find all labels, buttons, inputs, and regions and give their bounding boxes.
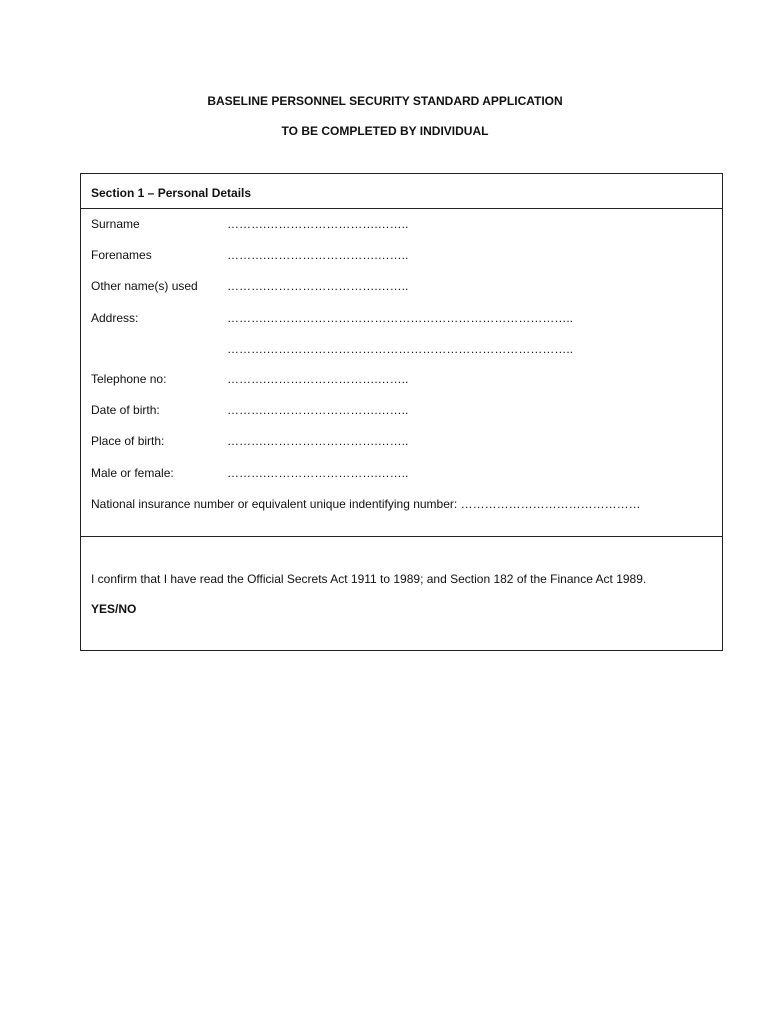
field-input-place-of-birth[interactable]: ……….……………………….…….. (227, 434, 409, 448)
field-label-date-of-birth: Date of birth: (91, 403, 160, 417)
field-label-surname: Surname (91, 217, 140, 231)
document-subtitle: TO BE COMPLETED BY INDIVIDUAL (281, 124, 489, 138)
field-input-telephone[interactable]: ……….……………………….…….. (227, 372, 409, 386)
document-title: BASELINE PERSONNEL SECURITY STANDARD APPLICATION (207, 94, 563, 108)
field-label-place-of-birth: Place of birth: (91, 434, 165, 448)
field-input-address-line-1[interactable]: ……….………………………………………………………………….. (227, 311, 574, 325)
form-box (80, 173, 723, 651)
field-input-date-of-birth[interactable]: ……….……………………….…….. (227, 403, 409, 417)
field-input-address-line-2[interactable]: ……….………………………………………………………………….. (227, 342, 574, 356)
field-input-surname[interactable]: ……….……………………….…….. (227, 217, 409, 231)
field-input-forenames[interactable]: ……….……………………….…….. (227, 248, 409, 262)
section-divider (81, 536, 722, 537)
field-input-other-names[interactable]: ……….……………………….…….. (227, 279, 409, 293)
field-national-insurance[interactable]: National insurance number or equivalent unique indentifying number: ……………………………………… (91, 497, 641, 511)
field-label-telephone: Telephone no: (91, 372, 167, 386)
confirmation-statement: I confirm that I have read the Official Secrets Act 1911 to 1989; and Section 182 of the Finance Act 1989. (91, 572, 647, 586)
field-label-other-names: Other name(s) used (91, 279, 198, 293)
yes-no-answer[interactable]: YES/NO (91, 602, 137, 616)
field-label-address: Address: (91, 311, 139, 325)
field-label-forenames: Forenames (91, 248, 152, 262)
section-header (81, 174, 722, 209)
field-label-gender: Male or female: (91, 466, 174, 480)
section-title: Section 1 – Personal Details (91, 186, 252, 200)
field-input-gender[interactable]: ……….……………………….…….. (227, 466, 409, 480)
